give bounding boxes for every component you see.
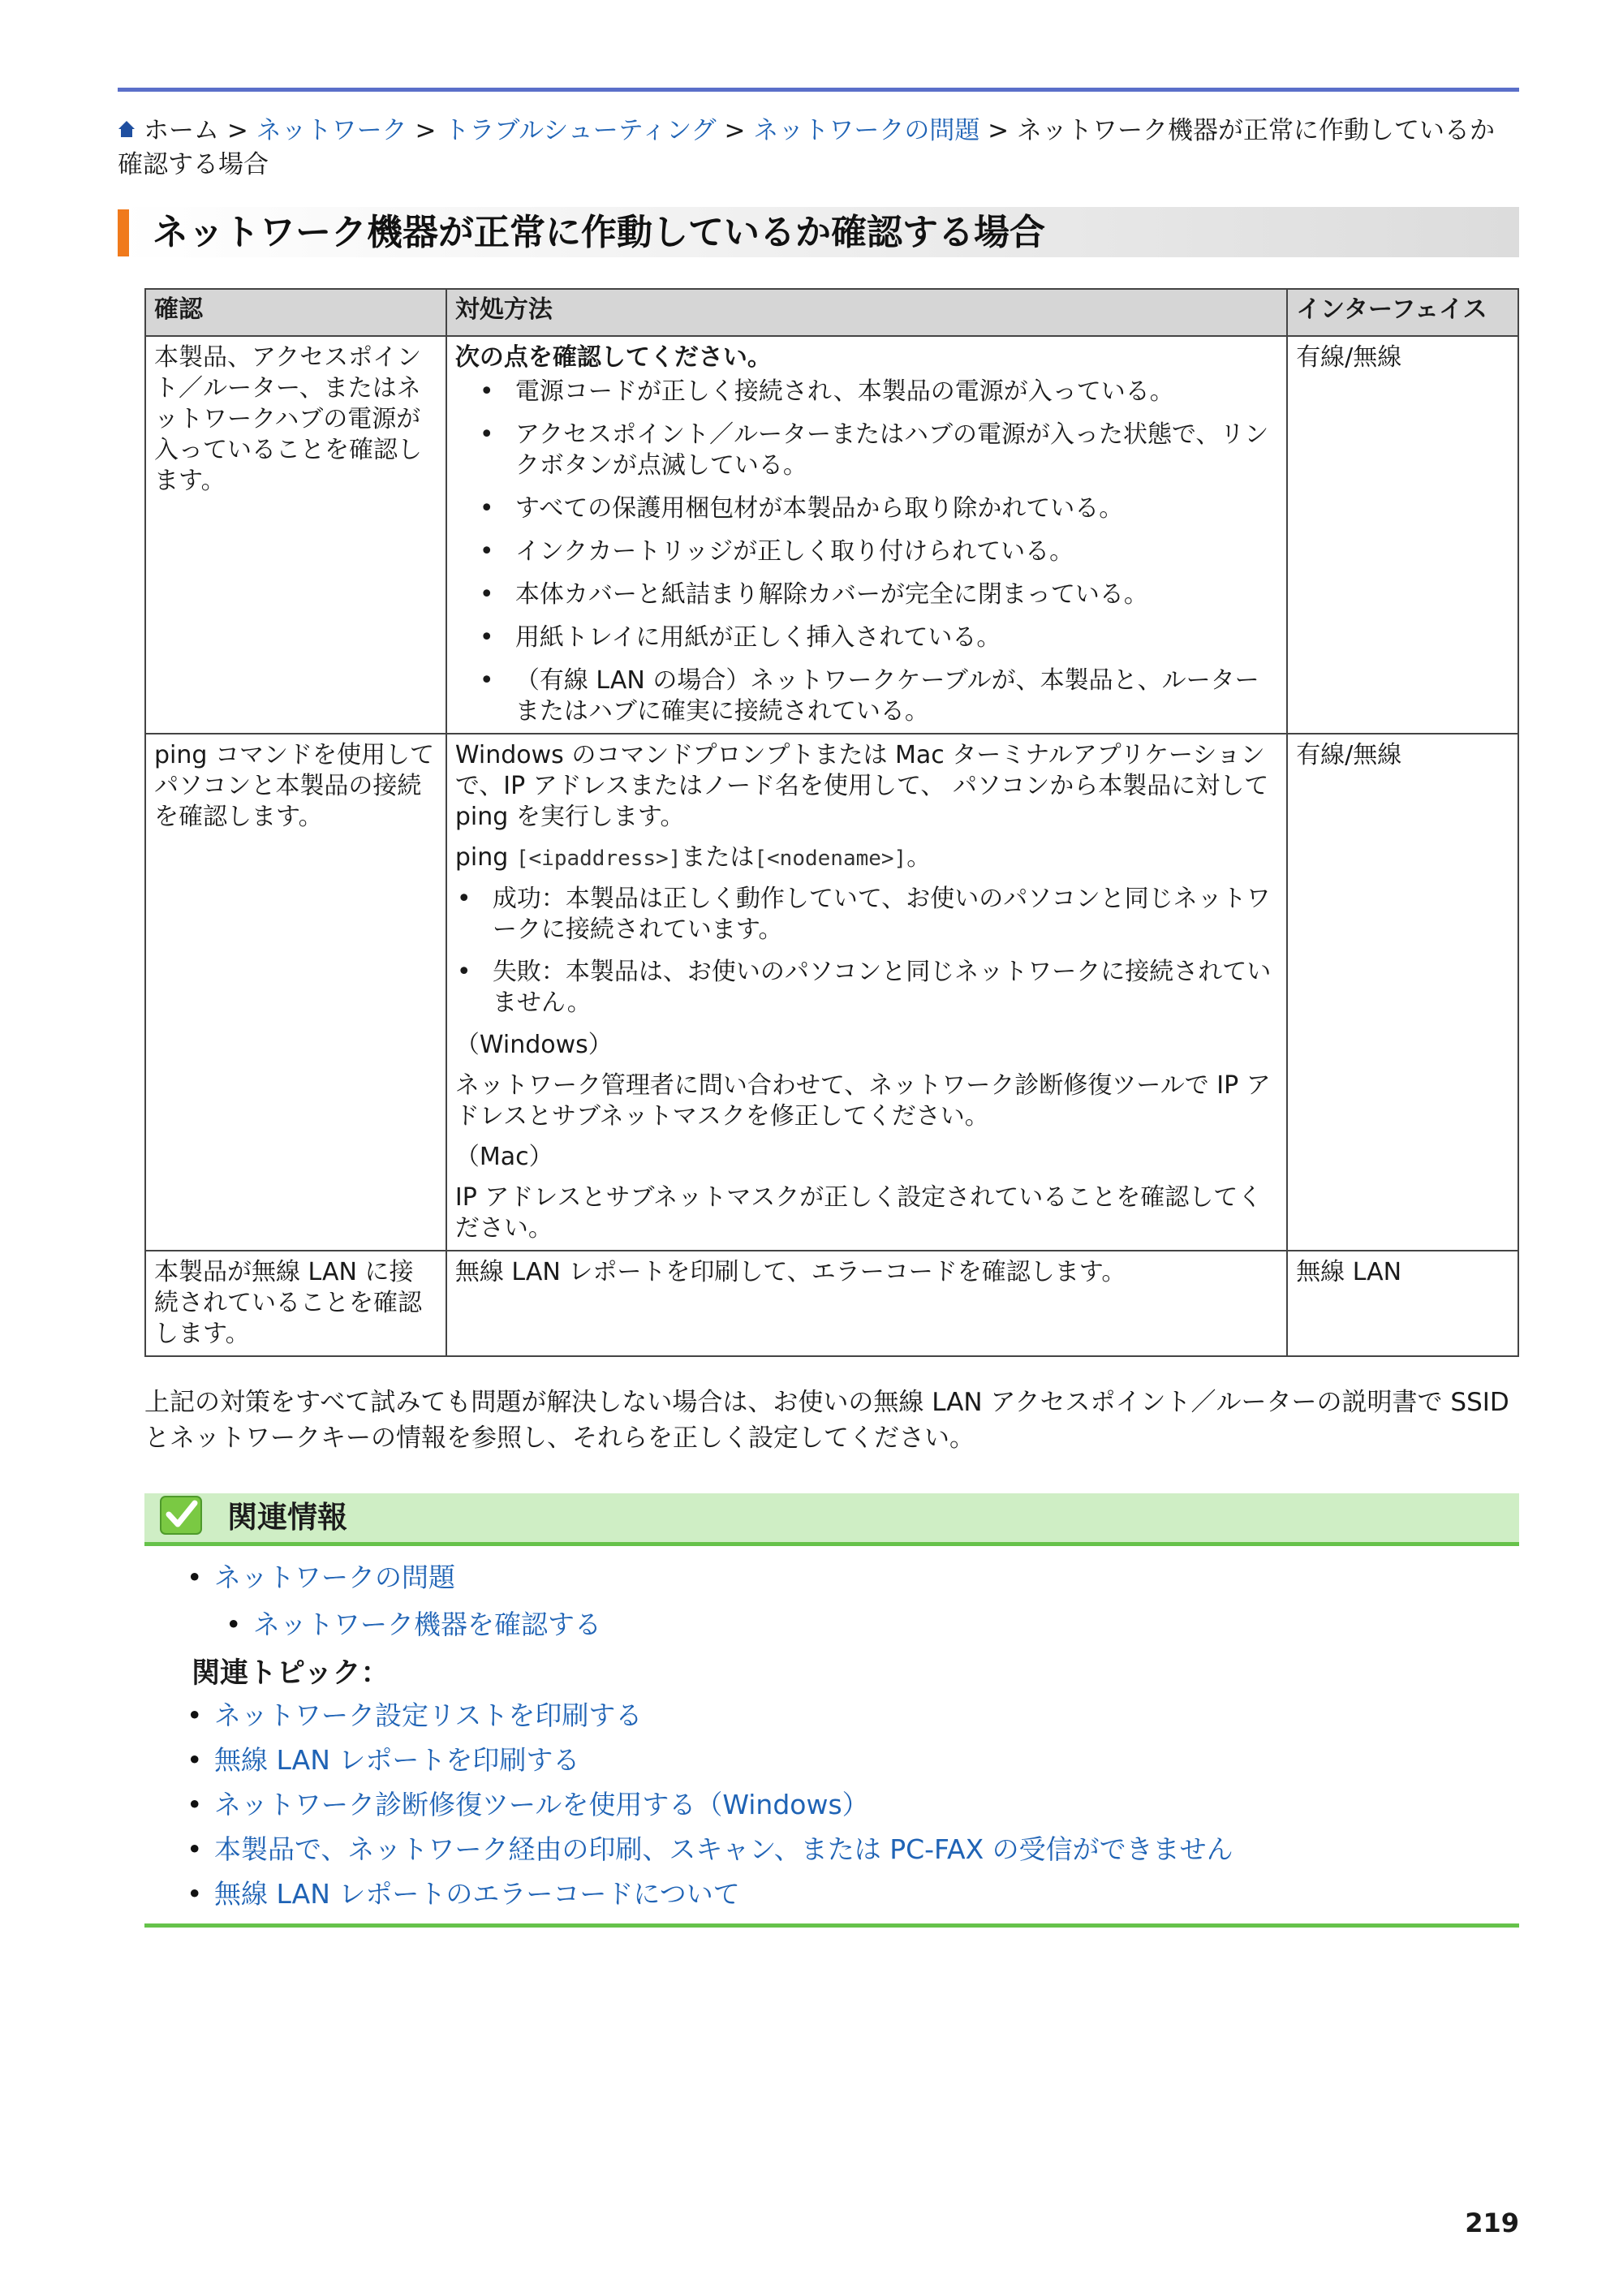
topic-link-wlan-error-codes[interactable]: 無線 LAN レポートのエラーコードについて [214,1878,740,1910]
table-header-action: 対処方法 [446,289,1287,336]
row2-action [446,734,1287,1251]
ping-code-ipaddress: [<ipaddress>] [515,846,682,871]
ping-prefix: ping [454,843,516,872]
related-links [187,1560,1485,1921]
breadcrumb-link-troubleshooting[interactable]: トラブルシューティング [444,116,717,145]
row2-win-label: （Windows） [454,1031,613,1059]
list-item [187,1787,1485,1832]
topic-link-network-repair-tool[interactable]: ネットワーク診断修復ツールを使用する（Windows） [214,1789,869,1820]
title-accent [118,209,129,256]
related-topics-label: 関連トピック： [192,1657,390,1690]
row3-action: 無線 LAN レポートを印刷して、エラーコードを確認します。 [446,1251,1287,1356]
row2-check: ping コマンドを使用してパソコンと本製品の接続を確認します。 [145,734,446,1251]
row2-mac-label: （Mac） [454,1143,553,1171]
page-title: ネットワーク機器が正常に作動しているか確認する場合 [153,212,1045,253]
related-info-bar [144,1493,1519,1542]
list-item [187,1742,1485,1787]
breadcrumb-sep: > [979,116,1018,145]
topic-link-network-print-scan-issue[interactable]: 本製品で、ネットワーク経由の印刷、スキャン、または PC-FAX の受信ができません [214,1833,1233,1865]
ping-suffix: 。 [906,843,932,872]
breadcrumb-link-network-problems[interactable]: ネットワークの問題 [753,116,980,145]
row1-action [446,336,1287,734]
table-row [145,1251,1518,1356]
list-item [187,1876,1485,1921]
table-header-check: 確認 [145,289,446,336]
topic-link-print-network-config[interactable]: ネットワーク設定リストを印刷する [214,1699,643,1731]
row2-list [455,884,1278,1019]
after-table-note: 上記の対策をすべて試みても問題が解決しない場合は、お使いの無線 LAN アクセスポイント／ルーターの説明書で SSID とネットワークキーの情報を参照し、それらを正しく設定してください。 [144,1388,1509,1453]
breadcrumb-home: ホーム [144,116,219,145]
row2-intro: Windows のコマンドプロンプトまたは Mac ターミナルアプリケーションで、IP アドレスまたはノード名を使用して、 パソコンから本製品に対して ping を実行します。 [454,741,1269,831]
row3-interface: 無線 LAN [1287,1251,1518,1356]
page-number: 219 [1465,2208,1519,2238]
list-item: • アクセスポイント／ルーターまたはハブの電源が入った状態で、リンクボタンが点滅している。 [455,420,1278,481]
topic-link-print-wlan-report[interactable]: 無線 LAN レポートを印刷する [214,1744,580,1776]
breadcrumb [118,114,1519,182]
checkmark-icon [159,1495,206,1537]
row1-interface: 有線/無線 [1287,336,1518,734]
table-header-row [145,289,1518,336]
row2-ping-line [455,842,1278,874]
table-row [145,734,1518,1251]
list-item: • （有線 LAN の場合）ネットワークケーブルが、本製品と、ルーターまたはハブに確実に接続されている。 [455,666,1278,727]
top-rule [118,88,1519,92]
related-info-rule [144,1542,1519,1546]
table-row [145,336,1518,734]
related-info-bottom-rule [144,1923,1519,1928]
breadcrumb-current: ネットワーク機器が正常に作動しているか確認する場合 [118,116,1496,179]
related-link-check-devices[interactable]: ネットワーク機器を確認する [253,1609,601,1640]
breadcrumb-sep: > [407,116,445,145]
related-info-title: 関連情報 [227,1500,347,1535]
list-item: • インクカートリッジが正しく取り付けられている。 [455,536,1278,567]
list-item: • 電源コードが正しく接続され、本製品の電源が入っている。 [455,377,1278,407]
list-item [187,1698,1485,1742]
row3-check: 本製品が無線 LAN に接続されていることを確認します。 [145,1251,446,1356]
ping-code-nodename: [<nodename>] [754,846,907,871]
breadcrumb-sep: > [716,116,754,145]
list-item [187,1832,1485,1876]
check-table [144,288,1519,1357]
ping-mid: または [681,843,755,872]
list-item: • 本体カバーと紙詰まり解除カバーが完全に閉まっている。 [455,579,1278,610]
row2-interface: 有線/無線 [1287,734,1518,1251]
row2-mac-text: IP アドレスとサブネットマスクが正しく設定されていることを確認してください。 [454,1183,1263,1243]
breadcrumb-sep: > [219,116,256,145]
table-header-interface: インターフェイス [1287,289,1518,336]
list-item [187,1560,1485,1607]
list-item: • 成功：本製品は正しく動作していて、お使いのパソコンと同じネットワークに接続されています。 [455,884,1278,946]
breadcrumb-link-network[interactable]: ネットワーク [256,116,407,145]
list-item: • 用紙トレイに用紙が正しく挿入されている。 [455,622,1278,653]
row2-win-text: ネットワーク管理者に問い合わせて、ネットワーク診断修復ツールで IP アドレスとサブネットマスクを修正してください。 [454,1071,1271,1131]
row1-list [455,377,1278,727]
row1-check: 本製品、アクセスポイント／ルーター、またはネットワークハブの電源が入っていることを確認します。 [145,336,446,734]
row1-lead: 次の点を確認してください。 [454,343,772,372]
list-item: • すべての保護用梱包材が本製品から取り除かれている。 [455,493,1278,524]
list-item [226,1607,1485,1654]
list-item: • 失敗：本製品は、お使いのパソコンと同じネットワークに接続されていません。 [455,957,1278,1019]
related-link-network-problems[interactable]: ネットワークの問題 [214,1562,455,1593]
